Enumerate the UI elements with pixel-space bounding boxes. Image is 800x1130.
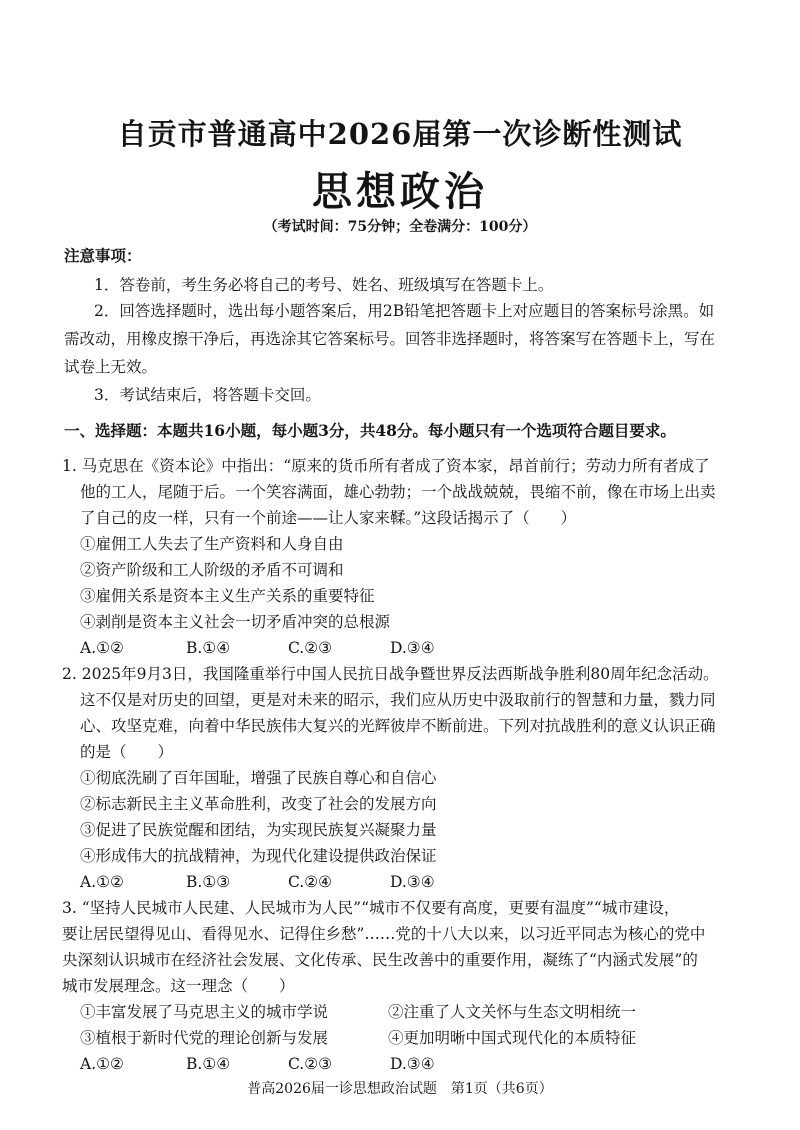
q3-statement-1: ①丰富发展了马克思主义的城市学说 [80, 1003, 329, 1021]
q2-option-d: D.③④ [390, 873, 435, 891]
q1-stem-line-3: 了自己的皮一样，只有一个前途——让人家来鞣。”这段话揭示了（ ） [80, 509, 577, 527]
q2-statement-3: ③促进了民族觉醒和团结，为实现民族复兴凝聚力量 [80, 821, 437, 839]
q2-option-c: C.②④ [288, 873, 333, 891]
q1-option-b: B.①④ [186, 639, 231, 657]
q1-stem-line-1: 1. 马克思在《资本论》中指出：“原来的货币所有者成了资本家，昂首前行；劳动力所有者成了 [62, 457, 710, 475]
q1-stem-line-2: 他的工人，尾随于后。一个笑容满面，雄心勃勃；一个战战兢兢，畏缩不前，像在市场上出卖 [80, 483, 716, 501]
q3-stem-line-1: 3. “坚持人民城市人民建、人民城市为人民”“城市不仅要有高度，更要有温度”“城市建设， [62, 899, 680, 917]
q1-statement-1: ①雇佣工人失去了生产资料和人身自由 [80, 535, 344, 553]
notice-item-2-line-1: 2．回答选择题时，选出每小题答案后，用2B铅笔把答题卡上对应题目的答案标号涂黑。如 [94, 302, 715, 320]
notice-item-3: 3．考试结束后，将答题卡交回。 [94, 386, 321, 404]
subject-title: 思想政治 [312, 168, 488, 215]
page-footer: 普高2026届一诊思想政治试题 第1页（共6页） [247, 1081, 553, 1097]
q2-option-b: B.①③ [186, 873, 231, 891]
q3-statement-2: ②注重了人文关怀与生态文明相统一 [388, 1003, 637, 1021]
notice-item-2-line-3: 试卷上无效。 [64, 358, 158, 376]
q2-statement-4: ④形成伟大的抗战精神，为现代化建设提供政治保证 [80, 847, 437, 865]
q1-statement-4: ④剥削是资本主义社会一切矛盾冲突的总根源 [80, 613, 391, 631]
q2-stem-line-3: 心、攻坚克难，向着中华民族伟大复兴的光辉彼岸不断前进。下列对抗战胜利的意义认识正确 [80, 717, 716, 735]
q1-statement-3: ③雇佣关系是资本主义生产关系的重要特征 [80, 587, 375, 605]
exam-title: 自贡市普通高中2026届第一次诊断性测试 [117, 117, 683, 151]
q3-statement-4: ④更加明晰中国式现代化的本质特征 [388, 1029, 637, 1047]
notice-heading: 注意事项： [64, 246, 142, 265]
notice-item-1: 1．答卷前，考生务必将自己的考号、姓名、班级填写在答题卡上。 [94, 276, 554, 294]
q3-option-d: D.③④ [390, 1055, 435, 1073]
q2-stem-line-2: 这不仅是对历史的回望，更是对未来的昭示，我们应从历史中汲取前行的智慧和力量，戮力同 [80, 691, 716, 709]
q2-statement-1: ①彻底洗刷了百年国耻，增强了民族自尊心和自信心 [80, 769, 437, 787]
q3-stem-line-3: 央深刻认识城市在经济社会发展、文化传承、民生改善中的重要作用，凝练了“内涵式发展”的 [62, 951, 698, 969]
q3-option-a: A.①② [80, 1055, 124, 1073]
q1-option-d: D.③④ [390, 639, 435, 657]
notice-item-2-line-2: 需改动，用橡皮擦干净后，再选涂其它答案标号。回答非选择题时，将答案写在答题卡上，写在 [64, 330, 716, 348]
q2-stem-line-4: 的是（ ） [80, 743, 174, 761]
q3-option-c: C.②③ [288, 1055, 333, 1073]
q2-statement-2: ②标志新民主主义革命胜利，改变了社会的发展方向 [80, 795, 437, 813]
section-heading: 一、选择题：本题共16小题，每小题3分，共48分。每小题只有一个选项符合题目要求。 [64, 421, 676, 440]
q1-option-a: A.①② [80, 639, 124, 657]
q2-stem-line-1: 2. 2025年9月3日，我国隆重举行中国人民抗日战争暨世界反法西斯战争胜利80周年纪念活动。 [62, 665, 719, 683]
q2-option-a: A.①② [80, 873, 124, 891]
q1-statement-2: ②资产阶级和工人阶级的矛盾不可调和 [80, 561, 344, 579]
q3-statement-3: ③植根于新时代党的理论创新与发展 [80, 1029, 329, 1047]
exam-info: （考试时间：75分钟；全卷满分：100分） [263, 219, 537, 235]
q3-stem-line-4: 城市发展理念。这一理念（ ） [62, 977, 295, 995]
q3-stem-line-2: 要让居民望得见山、看得见水、记得住乡愁”……党的十八大以来，以习近平同志为核心的党中 [62, 925, 706, 943]
q1-option-c: C.②③ [288, 639, 333, 657]
q3-option-b: B.①④ [186, 1055, 231, 1073]
